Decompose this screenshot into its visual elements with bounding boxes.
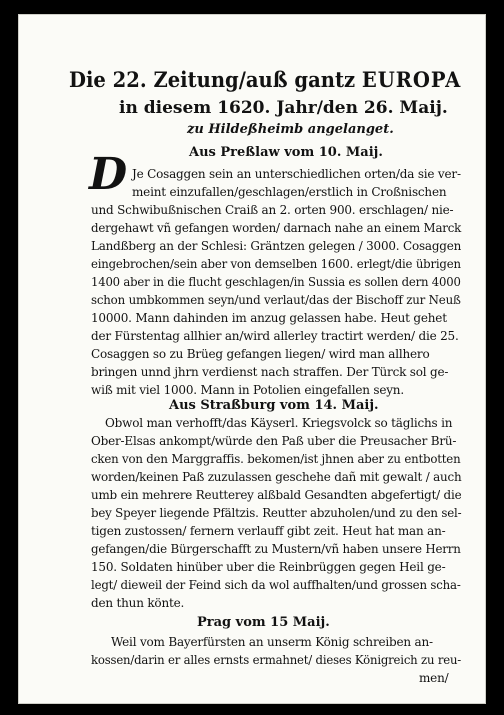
text-line: Obwol man verhofft/das Käyserl. Kriegsvolck so täglichs in (105, 416, 453, 430)
text-line: der Fürstentag allhier an/wird allerley tractirt werden/ die 25. (91, 329, 459, 343)
section-heading-breslau: Aus Preßlaw vom 10. Maij. (189, 145, 383, 160)
section-heading-strassburg: Aus Straßburg vom 14. Maij. (169, 398, 379, 413)
text-line: bringen unnd jhrn verdienst nach straffen. Der Türck sol ge- (91, 365, 449, 379)
section-heading-prag: Prag vom 15 Maij. (197, 615, 330, 630)
text-line: Cosaggen so zu Brüeg gefangen liegen/ wird man allhero (91, 347, 430, 361)
catchword: men/ (419, 671, 449, 685)
text-line: umb ein mehrere Reutterey alßbald Gesandten abgefertigt/ die (91, 488, 462, 502)
text-line: worden/keinen Paß zuzulassen geschehe dañ mit gewalt / auch (91, 470, 462, 484)
text-line: gefangen/die Bürgerschafft zu Mustern/vñ haben unsere Herrn (91, 542, 461, 556)
text-line: dergehawt vñ gefangen worden/ darnach nahe an einem Marck (91, 221, 462, 235)
drop-cap-letter: D (89, 149, 128, 200)
text-line: Weil vom Bayerfürsten an unserm König schreiben an- (111, 635, 433, 649)
text-line: schon umbkommen seyn/und verlaut/das der Bischoff zur Neuß (91, 293, 461, 307)
text-line: Je Cosaggen sein an unterschiedlichen orten/da sie ver- (132, 167, 461, 181)
text-line: cken von den Marggraffis. bekomen/ist jhnen aber zu entbotten (91, 452, 461, 466)
text-line: den thun könte. (91, 596, 185, 610)
text-line: eingebrochen/sein aber von demselben 1600. erlegt/die übrigen (91, 257, 461, 271)
page-subtitle-origin: zu Hildeßheimb angelanget. (187, 122, 394, 137)
text-line: und Schwibußnischen Craiß an 2. orten 900. erschlagen/ nie- (91, 203, 454, 217)
text-line: bey Speyer liegende Pfältzis. Reutter abzuholen/und zu den sel- (91, 506, 462, 520)
newspaper-page (18, 14, 486, 704)
text-line: legt/ dieweil der Feind sich da wol auffhalten/und grossen scha- (91, 578, 461, 592)
text-line: Landßberg an der Schlesi: Gräntzen gelegen / 3000. Cosaggen (91, 239, 462, 253)
text-line: 1400 aber in die flucht geschlagen/in Sussia es sollen dern 4000 (91, 275, 461, 289)
text-line: wiß mit viel 1000. Mann in Potolien eingefallen seyn. (91, 383, 404, 397)
text-line: Ober-Elsas ankompt/würde den Paß uber die Preusacher Brü- (91, 434, 457, 448)
text-line: tigen zustossen/ fernern verlauff gibt zeit. Heut hat man an- (91, 524, 446, 538)
page-subtitle: in diesem 1620. Jahr/den 26. Maij. (119, 98, 448, 118)
text-line: 150. Soldaten hinüber uber die Reinbrüggen gegen Heil ge- (91, 560, 446, 574)
text-line: 10000. Mann dahinden im anzug gelassen habe. Heut gehet (91, 311, 447, 325)
text-line: meint einzufallen/geschlagen/erstlich in Croßnischen (132, 185, 447, 199)
text-line: kossen/darin er alles ernsts ermahnet/ dieses Königreich zu reu- (91, 653, 462, 667)
title-europa: EUROPA (361, 67, 462, 92)
page-title (69, 67, 462, 92)
title-prefix: Die 22. Zeitung/auß gantz (69, 67, 362, 92)
